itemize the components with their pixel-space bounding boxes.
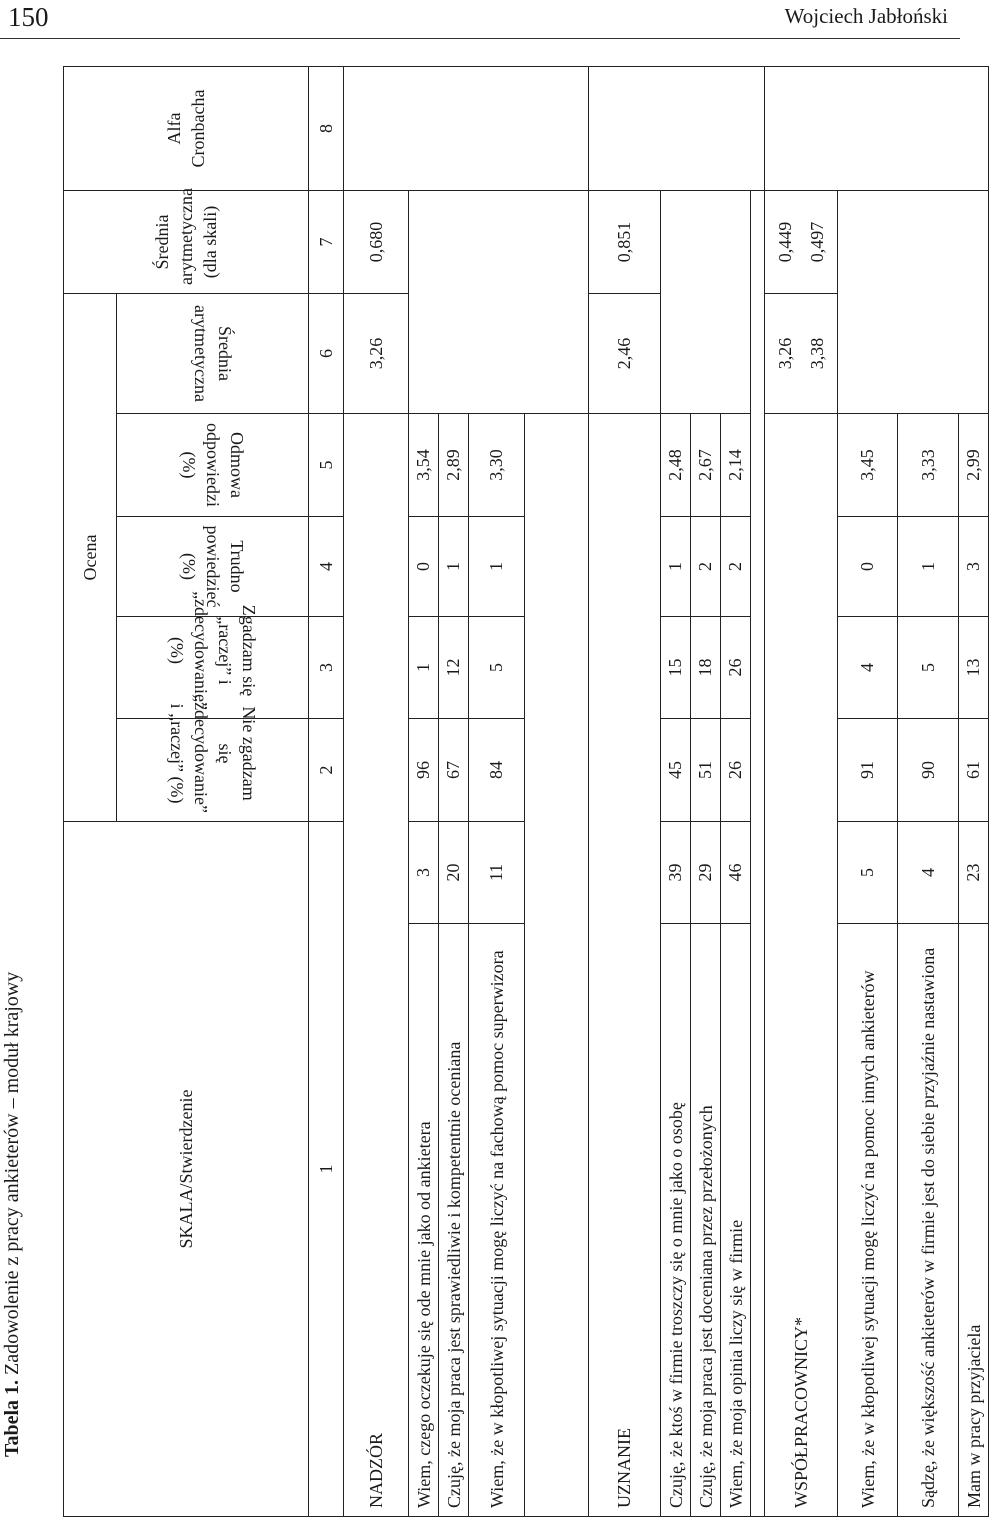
refusal-value: 0 — [838, 517, 898, 617]
section-name: NADZÓR — [344, 414, 409, 1517]
header-row-top — [64, 67, 117, 1517]
header-ocena: Ocena — [64, 294, 117, 822]
section-row-nadzor — [344, 67, 409, 1517]
colnum-3: 3 — [309, 617, 344, 719]
statement: Czuję, że moja praca jest doceniana przez przełożonych — [691, 924, 721, 1517]
header-agree — [117, 591, 309, 719]
empty-cell — [751, 191, 765, 1517]
header-agree-text: Zgadzam się „raczej” i „zdecydowanie” (%) — [166, 591, 259, 710]
section-name: UZNANIE — [589, 414, 661, 1517]
refusal-value: 2 — [691, 517, 721, 617]
colnum-6: 6 — [309, 294, 344, 414]
header-disagree — [117, 694, 309, 822]
scale-mean: 2,46 — [589, 294, 661, 414]
scale-mean: 3,26 — [344, 294, 409, 414]
hard-value: 4 — [838, 617, 898, 719]
satisfaction-table — [63, 66, 989, 1517]
empty-cell — [765, 67, 989, 191]
agree-value: 84 — [469, 719, 525, 822]
spacer-row — [751, 67, 765, 1517]
table-row — [409, 67, 439, 1517]
header-scale-mean: Średnia arytmetyczna (dla skali) — [64, 191, 309, 294]
mean-value: 2,89 — [439, 414, 469, 517]
mean-value: 2,67 — [691, 414, 721, 517]
refusal-value: 3 — [959, 517, 989, 617]
refusal-value: 1 — [439, 517, 469, 617]
disagree-value: 46 — [721, 822, 751, 924]
alpha: 0,680 — [344, 191, 409, 294]
agree-value: 51 — [691, 719, 721, 822]
alpha-2: 0,497 — [807, 221, 827, 263]
header-rule — [0, 38, 960, 39]
hard-value: 13 — [959, 617, 989, 719]
statement: Wiem, czego oczekuje się ode mnie jako od ankietera — [409, 924, 439, 1517]
section-name: WSPÓŁPRACOWNICY* — [765, 414, 838, 1517]
header-hard — [117, 517, 309, 617]
caption-label: Tabela 1. — [1, 1379, 23, 1457]
statement: Mam w pracy przyjaciela — [959, 924, 989, 1517]
statement: Czuję, że moja praca jest sprawiedliwie i kompetentnie oceniana — [439, 924, 469, 1517]
refusal-value: 1 — [469, 517, 525, 617]
header-refusal — [117, 414, 309, 517]
mean-value: 2,99 — [959, 414, 989, 517]
agree-value: 91 — [838, 719, 898, 822]
header-refusal-text: Odmowa odpowiedzi (%) — [178, 423, 247, 507]
colnum-7: 7 — [309, 191, 344, 294]
colnum-2: 2 — [309, 719, 344, 822]
mean-value: 3,54 — [409, 414, 439, 517]
colnum-8: 8 — [309, 67, 344, 191]
empty-cell — [661, 191, 751, 414]
agree-value: 90 — [898, 719, 959, 822]
colnum-5: 5 — [309, 414, 344, 517]
agree-value: 45 — [661, 719, 691, 822]
table-caption — [0, 57, 24, 1457]
disagree-value: 29 — [691, 822, 721, 924]
mean-value: 2,48 — [661, 414, 691, 517]
statement: Sądzę, że większość ankieterów w firmie jest do siebie przyjaźnie nastawiona — [898, 924, 959, 1517]
hard-value: 1 — [409, 617, 439, 719]
caption-text: Zadowolenie z pracy ankieterów – moduł krajowy — [1, 971, 23, 1380]
section-row-wspolpracownicy — [765, 67, 838, 1517]
refusal-value: 0 — [409, 517, 439, 617]
table-row — [661, 67, 691, 1517]
hard-value: 5 — [469, 617, 525, 719]
header-mean-text: Średnia arytmetyczna — [190, 305, 235, 402]
scale-means — [765, 294, 838, 414]
column-number-row — [309, 67, 344, 1517]
refusal-value: 1 — [898, 517, 959, 617]
hard-value: 5 — [898, 617, 959, 719]
running-head-author: Wojciech Jabłoński — [784, 4, 948, 28]
header-alpha: Alfa Cronbacha — [64, 67, 309, 191]
disagree-value: 39 — [661, 822, 691, 924]
disagree-value: 20 — [439, 822, 469, 924]
agree-value: 61 — [959, 719, 989, 822]
mean-value: 2,14 — [721, 414, 751, 517]
header-hard-text: Trudno powiedzieć (%) — [178, 525, 247, 608]
colnum-4: 4 — [309, 517, 344, 617]
table-row — [838, 67, 898, 1517]
scale-mean-2: 3,38 — [807, 337, 827, 370]
empty-cell — [838, 191, 989, 414]
scale-mean-1: 3,26 — [775, 337, 795, 370]
refusal-value: 2 — [721, 517, 751, 617]
disagree-value: 4 — [898, 822, 959, 924]
agree-value: 96 — [409, 719, 439, 822]
header-statement: SKALA/Stwierdzenie — [64, 822, 309, 1517]
statement: Wiem, że w kłopotliwej sytuacji mogę liczyć na fachową pomoc superwizora — [469, 924, 525, 1517]
rotated-table-block — [0, 67, 984, 1517]
alpha: 0,851 — [589, 191, 661, 294]
section-row-uznanie — [589, 67, 661, 1517]
mean-value: 3,30 — [469, 414, 525, 517]
hard-value: 12 — [439, 617, 469, 719]
hard-value: 18 — [691, 617, 721, 719]
mean-value: 3,45 — [838, 414, 898, 517]
disagree-value: 5 — [838, 822, 898, 924]
statement: Czuję, że ktoś w firmie troszczy się o mnie jako o osobę — [661, 924, 691, 1517]
empty-cell — [344, 67, 589, 191]
header-disagree-text: Nie zgadzam się „zdecydowanie” i „raczej” (%) — [166, 694, 259, 814]
page-number: 150 — [8, 2, 49, 32]
agree-value: 67 — [439, 719, 469, 822]
statement: Wiem, że w kłopotliwej sytuacji mogę liczyć na pomoc innych ankieterów — [838, 924, 898, 1517]
disagree-value: 11 — [469, 822, 525, 924]
mean-value: 3,33 — [898, 414, 959, 517]
empty-cell — [525, 414, 589, 1517]
refusal-value: 1 — [661, 517, 691, 617]
alphas — [765, 191, 838, 294]
colnum-1: 1 — [309, 822, 344, 1517]
agree-value: 26 — [721, 719, 751, 822]
alpha-1: 0,449 — [775, 221, 795, 263]
hard-value: 15 — [661, 617, 691, 719]
hard-value: 26 — [721, 617, 751, 719]
empty-cell — [589, 67, 765, 191]
disagree-value: 23 — [959, 822, 989, 924]
empty-cell — [409, 191, 589, 414]
statement: Wiem, że moja opinia liczy się w firmie — [721, 924, 751, 1517]
header-mean — [117, 294, 309, 414]
disagree-value: 3 — [409, 822, 439, 924]
